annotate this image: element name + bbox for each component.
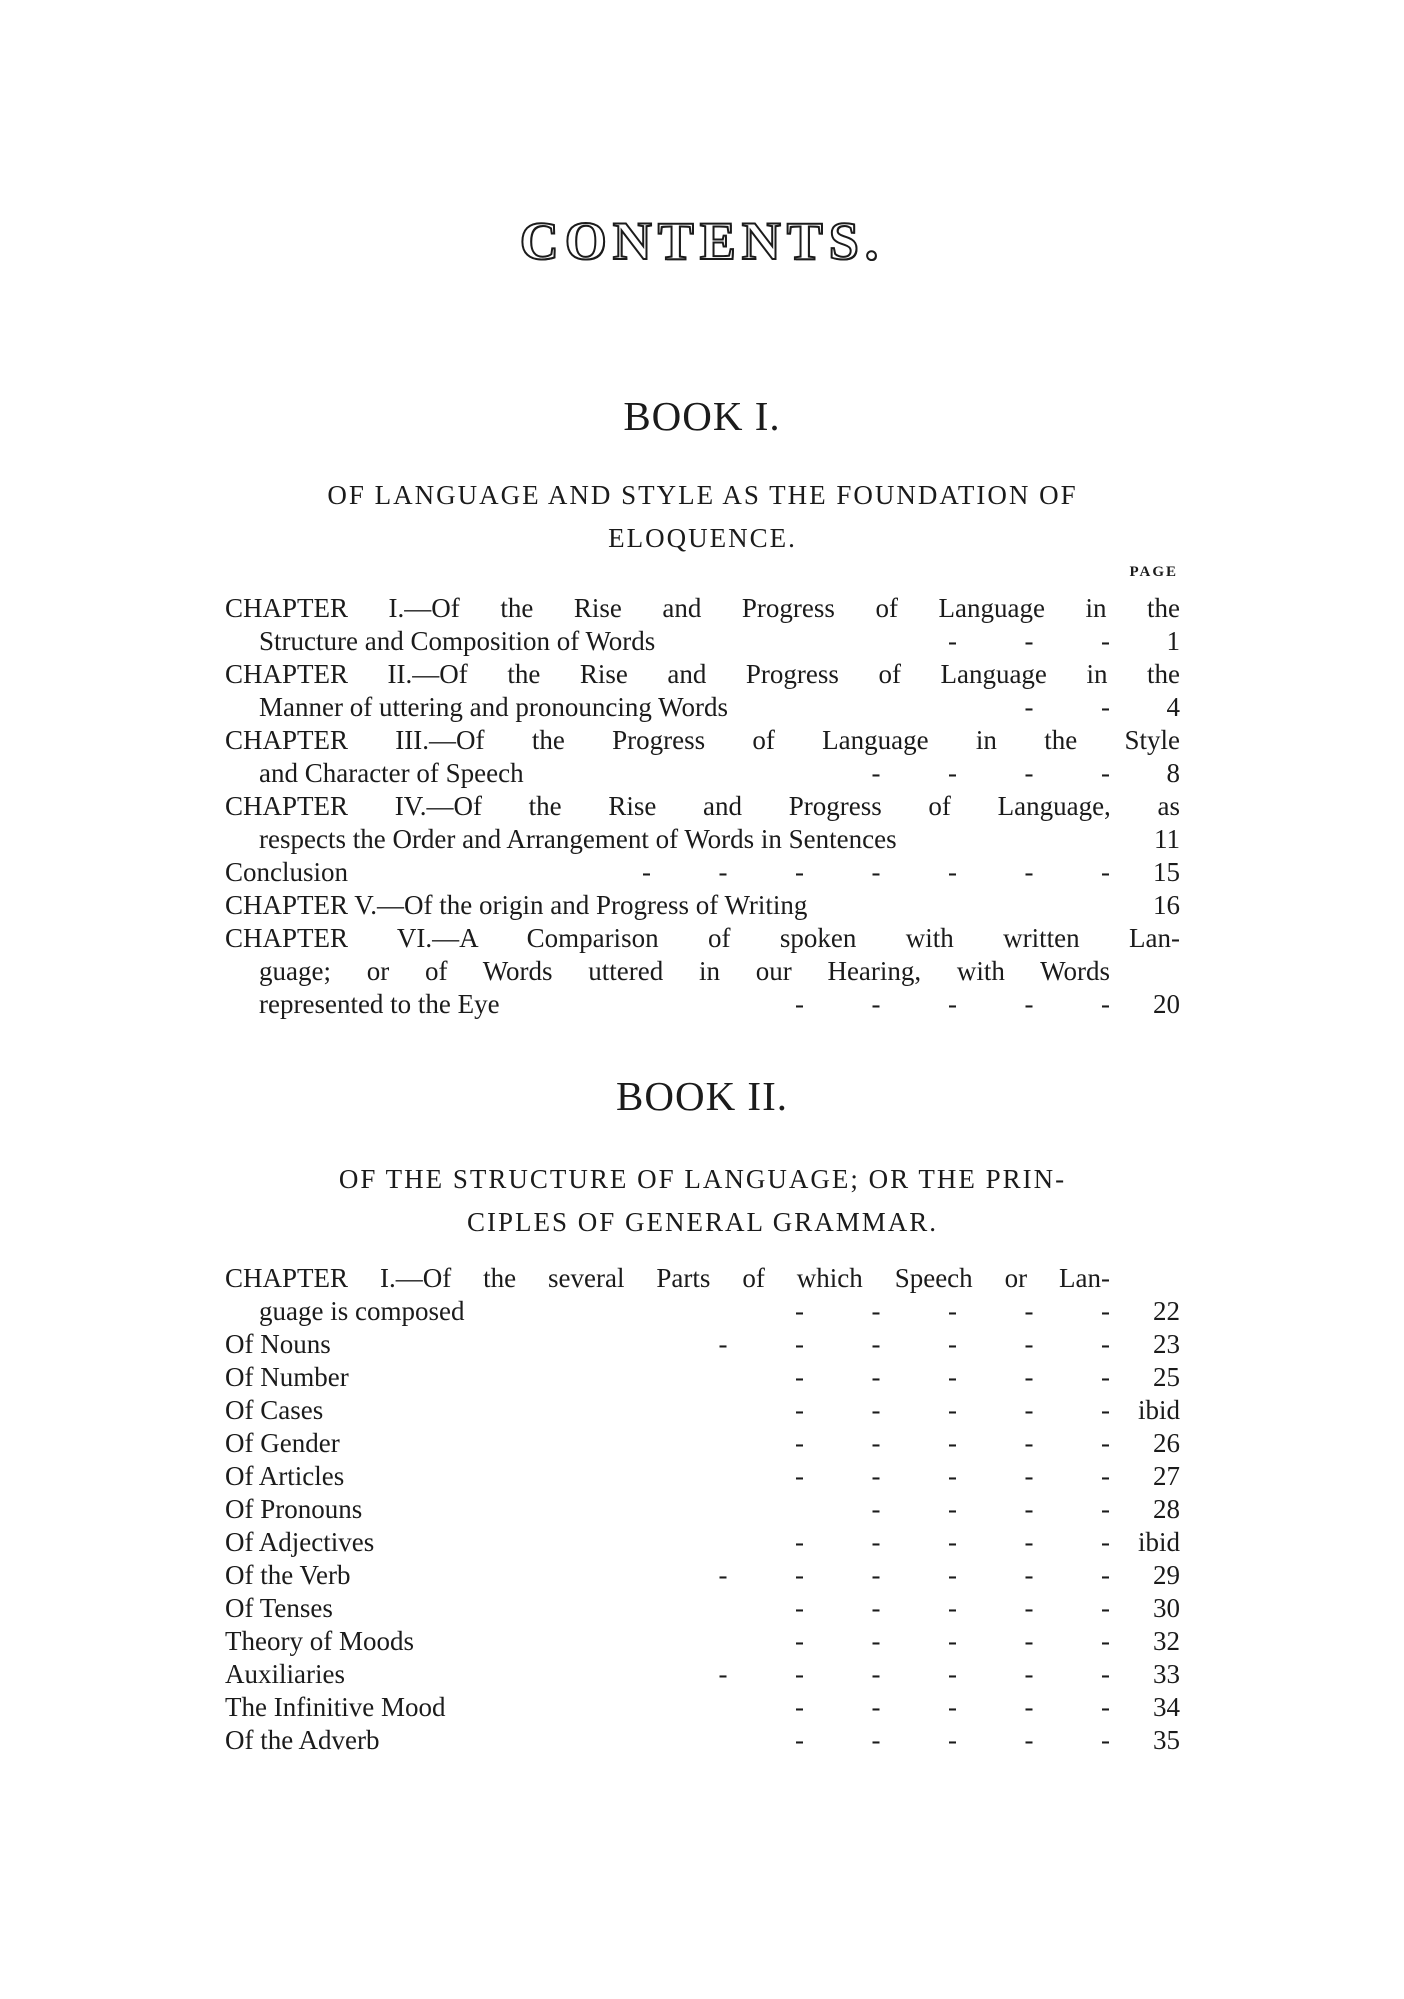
toc-entry-text: guage is composed xyxy=(259,1296,465,1326)
toc-entry-line: guage; or of Words uttered in our Hearing, with Words xyxy=(259,956,1110,986)
toc-entry-text: respects the Order and Arrangement of Words in Sentences xyxy=(259,824,897,854)
toc-entry xyxy=(225,889,1180,922)
toc-leader-dashes: - - - - - xyxy=(795,989,1110,1019)
book-1-contents-list xyxy=(225,592,1180,1021)
book-2-subtitle-line2: CIPLES OF GENERAL GRAMMAR. xyxy=(466,1207,939,1237)
toc-page-number: 25 xyxy=(1153,1362,1180,1392)
book-1-subtitle-line1: OF LANGUAGE AND STYLE AS THE FOUNDATION OF xyxy=(327,480,1078,510)
toc-entry-text: and Character of Speech xyxy=(259,758,524,788)
book-2-subtitle xyxy=(225,1158,1180,1244)
book-1-title: BOOK I. xyxy=(623,393,781,439)
toc-page-number: 23 xyxy=(1153,1329,1180,1359)
toc-entry-text: Of Cases xyxy=(225,1395,324,1425)
toc-page-number: 34 xyxy=(1153,1692,1180,1722)
toc-leader-dashes: - - - - - - xyxy=(718,1560,1110,1590)
toc-entry xyxy=(225,1526,1180,1559)
toc-entry-text: Of Adjectives xyxy=(225,1527,375,1557)
toc-leader-dashes: - - - - - xyxy=(795,1461,1110,1491)
toc-entry xyxy=(225,592,1180,658)
toc-entry xyxy=(225,724,1180,790)
toc-entry xyxy=(225,1361,1180,1394)
toc-page-number: ibid xyxy=(1137,1395,1180,1425)
toc-leader-dashes: - - - - - - xyxy=(718,1329,1110,1359)
toc-entry-text: Of Pronouns xyxy=(225,1494,363,1524)
book-1-subtitle xyxy=(225,474,1180,560)
toc-page-number: 22 xyxy=(1153,1296,1180,1326)
toc-page-number: 1 xyxy=(1166,626,1180,656)
toc-entry xyxy=(225,1559,1180,1592)
toc-entry-line xyxy=(225,1526,1180,1559)
toc-leader-dashes: - - - - - xyxy=(795,1626,1110,1656)
toc-page-number: 35 xyxy=(1153,1725,1180,1755)
toc-entry-text: Of Articles xyxy=(225,1461,345,1491)
toc-leader-dashes: - - - - - - - xyxy=(642,857,1110,887)
toc-entry xyxy=(225,1493,1180,1526)
toc-entry xyxy=(225,1328,1180,1361)
toc-entry xyxy=(225,856,1180,889)
toc-entry-text: Of Number xyxy=(225,1362,349,1392)
toc-leader-dashes: - - - - - - xyxy=(718,1659,1110,1689)
toc-entry-line: CHAPTER II.—Of the Rise and Progress of Language in the xyxy=(225,659,1180,689)
toc-entry-line xyxy=(225,1295,1180,1328)
toc-entry xyxy=(225,1658,1180,1691)
toc-leader-dashes: - - - - - xyxy=(795,1362,1110,1392)
toc-entry-line xyxy=(225,1625,1180,1658)
toc-entry xyxy=(225,1460,1180,1493)
toc-entry xyxy=(225,922,1180,1021)
book-2-subtitle-line1: OF THE STRUCTURE OF LANGUAGE; OR THE PRIN- xyxy=(338,1164,1067,1194)
toc-entry xyxy=(225,1427,1180,1460)
toc-entry xyxy=(225,1691,1180,1724)
toc-page-number: 4 xyxy=(1166,692,1180,722)
toc-entry xyxy=(225,1625,1180,1658)
toc-page-number: 28 xyxy=(1153,1494,1180,1524)
toc-entry-text: CHAPTER V.—Of the origin and Progress of Writing xyxy=(225,890,808,920)
toc-entry-line xyxy=(225,1724,1180,1757)
toc-entry-text: Of Nouns xyxy=(225,1329,331,1359)
toc-entry-line xyxy=(225,889,1180,922)
toc-page-number: 32 xyxy=(1153,1626,1180,1656)
toc-entry-line: CHAPTER IV.—Of the Rise and Progress of Language, as xyxy=(225,791,1180,821)
toc-entry-line: CHAPTER III.—Of the Progress of Language in the Style xyxy=(225,725,1180,755)
toc-leader-dashes: - - - - - xyxy=(795,1527,1110,1557)
toc-entry xyxy=(225,1394,1180,1427)
toc-page-number: 33 xyxy=(1153,1659,1180,1689)
toc-entry-text: Conclusion xyxy=(225,857,349,887)
toc-entry-line xyxy=(225,856,1180,889)
toc-entry-line xyxy=(225,1427,1180,1460)
toc-entry-text: Of the Verb xyxy=(225,1560,351,1590)
toc-leader-dashes: - - - - - xyxy=(795,1692,1110,1722)
toc-entry-line: CHAPTER VI.—A Comparison of spoken with written Lan- xyxy=(225,923,1180,953)
toc-entry xyxy=(225,1262,1180,1328)
toc-leader-dashes: - - - - xyxy=(871,758,1110,788)
toc-page-number: 20 xyxy=(1153,989,1180,1019)
toc-entry-line xyxy=(225,1328,1180,1361)
toc-leader-dashes: - - - xyxy=(948,626,1110,656)
toc-page-number: 15 xyxy=(1153,857,1180,887)
toc-entry-text: Theory of Moods xyxy=(225,1626,414,1656)
toc-entry-line xyxy=(225,691,1180,724)
book-1-subtitle-line2: ELOQUENCE. xyxy=(608,523,797,553)
toc-entry-text: represented to the Eye xyxy=(259,989,500,1019)
toc-entry-line xyxy=(225,823,1180,856)
toc-entry xyxy=(225,658,1180,724)
toc-leader-dashes: - - - - - xyxy=(795,1428,1110,1458)
toc-entry xyxy=(225,1724,1180,1757)
toc-entry-text: Manner of uttering and pronouncing Words xyxy=(259,692,728,722)
book-2-contents-list xyxy=(225,1262,1180,1757)
toc-entry-line xyxy=(225,1592,1180,1625)
toc-entry-line xyxy=(225,1460,1180,1493)
toc-page-number: ibid xyxy=(1137,1527,1180,1557)
toc-leader-dashes: - - xyxy=(1024,692,1110,722)
toc-entry-line xyxy=(225,1658,1180,1691)
toc-entry-text: Auxiliaries xyxy=(225,1659,345,1689)
toc-page-number: 26 xyxy=(1153,1428,1180,1458)
toc-page-number: 29 xyxy=(1153,1560,1180,1590)
toc-leader-dashes: - - - - - xyxy=(795,1395,1110,1425)
contents-heading: CONTENTS. xyxy=(519,211,885,271)
toc-leader-dashes: - - - - - xyxy=(795,1593,1110,1623)
toc-entry-line xyxy=(225,1559,1180,1592)
toc-entry-text: Of Tenses xyxy=(225,1593,333,1623)
book-2-title: BOOK II. xyxy=(616,1073,788,1119)
toc-entry-text: Structure and Composition of Words xyxy=(259,626,656,656)
toc-entry-text: Of the Adverb xyxy=(225,1725,380,1755)
page-column-label: PAGE xyxy=(1129,564,1178,580)
toc-entry-line xyxy=(225,1394,1180,1427)
toc-leader-dashes: - - - - - xyxy=(795,1725,1110,1755)
toc-entry-line xyxy=(225,625,1180,658)
toc-entry xyxy=(225,790,1180,856)
toc-entry-line: CHAPTER I.—Of the Rise and Progress of Language in the xyxy=(225,593,1180,623)
toc-entry-line xyxy=(225,988,1180,1021)
toc-entry-line: CHAPTER I.—Of the several Parts of which Speech or Lan- xyxy=(225,1263,1110,1293)
toc-entry xyxy=(225,1592,1180,1625)
toc-entry-text: The Infinitive Mood xyxy=(225,1692,446,1722)
toc-leader-dashes: - - - - - xyxy=(795,1296,1110,1326)
toc-entry-line xyxy=(225,1691,1180,1724)
toc-entry-line xyxy=(225,1361,1180,1394)
toc-entry-text: Of Gender xyxy=(225,1428,340,1458)
toc-page-number: 11 xyxy=(1154,824,1180,854)
toc-page-number: 30 xyxy=(1153,1593,1180,1623)
toc-page-number: 16 xyxy=(1153,890,1180,920)
toc-page-number: 8 xyxy=(1166,758,1180,788)
toc-page-number: 27 xyxy=(1153,1461,1180,1491)
toc-entry-line xyxy=(225,757,1180,790)
toc-leader-dashes: - - - - xyxy=(871,1494,1110,1524)
toc-entry-line xyxy=(225,1493,1180,1526)
